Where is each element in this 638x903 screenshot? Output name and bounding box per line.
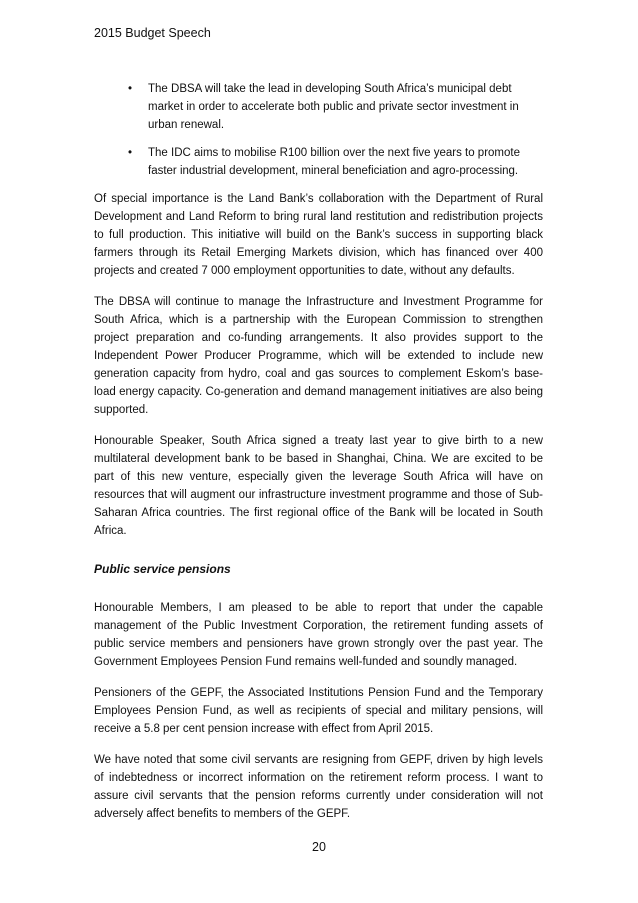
paragraph-development-bank: Honourable Speaker, South Africa signed a treaty last year to give birth to a new multilateral development bank to be based in Shanghai, China. We are excited to be part of this new venture, especially given the leverage South Africa will have on resources that will augment our infrastructure investment programme and those of Sub-Saharan Africa countries. The first regional office of the Bank will be located in South Africa. [94,435,543,537]
bullet-item [94,80,543,134]
document-body [94,80,543,836]
bullet-dot-icon: • [128,147,133,159]
paragraph-dbsa-programme: The DBSA will continue to manage the Infrastructure and Investment Programme for South Africa, which is a partnership with the European Commission to strengthen project preparation and co-funding arrangements. It also provides support to the Independent Power Producer Programme, which will be extended to include new generation capacity from hydro, coal and gas sources to complement Eskom’s base-load energy capacity. Co-generation and demand management initiatives are also being supported. [94,296,543,416]
page-header-title: 2015 Budget Speech [94,26,211,40]
bullet-item [94,144,543,180]
paragraph-pension-assets: Honourable Members, I am pleased to be able to report that under the capable management of the Public Investment Corporation, the retirement funding assets of public service members and pensioners have grown strongly over the past year. The Government Employees Pension Fund remains well-funded and soundly managed. [94,602,543,668]
bullet-dot-icon: • [128,83,133,95]
paragraph-civil-servants: We have noted that some civil servants are resigning from GEPF, driven by high levels of indebtedness or incorrect information on the retirement reform process. I want to assure civil servants that the pension reforms currently under consideration will not adversely affect benefits to members of the GEPF. [94,754,543,820]
paragraph-land-bank: Of special importance is the Land Bank’s collaboration with the Department of Rural Development and Land Reform to bring rural land restitution and redistribution projects to full production. This initiative will build on the Bank’s success in supporting black farmers through its Retail Emerging Markets division, which has financed over 400 projects and created 7 000 employment opportunities to date, without any defaults. [94,193,543,277]
bullet-text: The DBSA will take the lead in developing South Africa’s municipal debt market in order to accelerate both public and private sector investment in urban renewal. [148,83,519,131]
section-heading-pensions: Public service pensions [94,562,231,576]
bullet-text: The IDC aims to mobilise R100 billion over the next five years to promote faster industrial development, mineral beneficiation and agro-processing. [148,147,520,177]
bullet-list [94,80,543,180]
paragraph-pension-increase: Pensioners of the GEPF, the Associated Institutions Pension Fund and the Temporary Employees Pension Fund, as well as recipients of special and military pensions, will receive a 5.8 per cent pension increase with effect from April 2015. [94,687,543,735]
page-number: 20 [312,840,326,854]
